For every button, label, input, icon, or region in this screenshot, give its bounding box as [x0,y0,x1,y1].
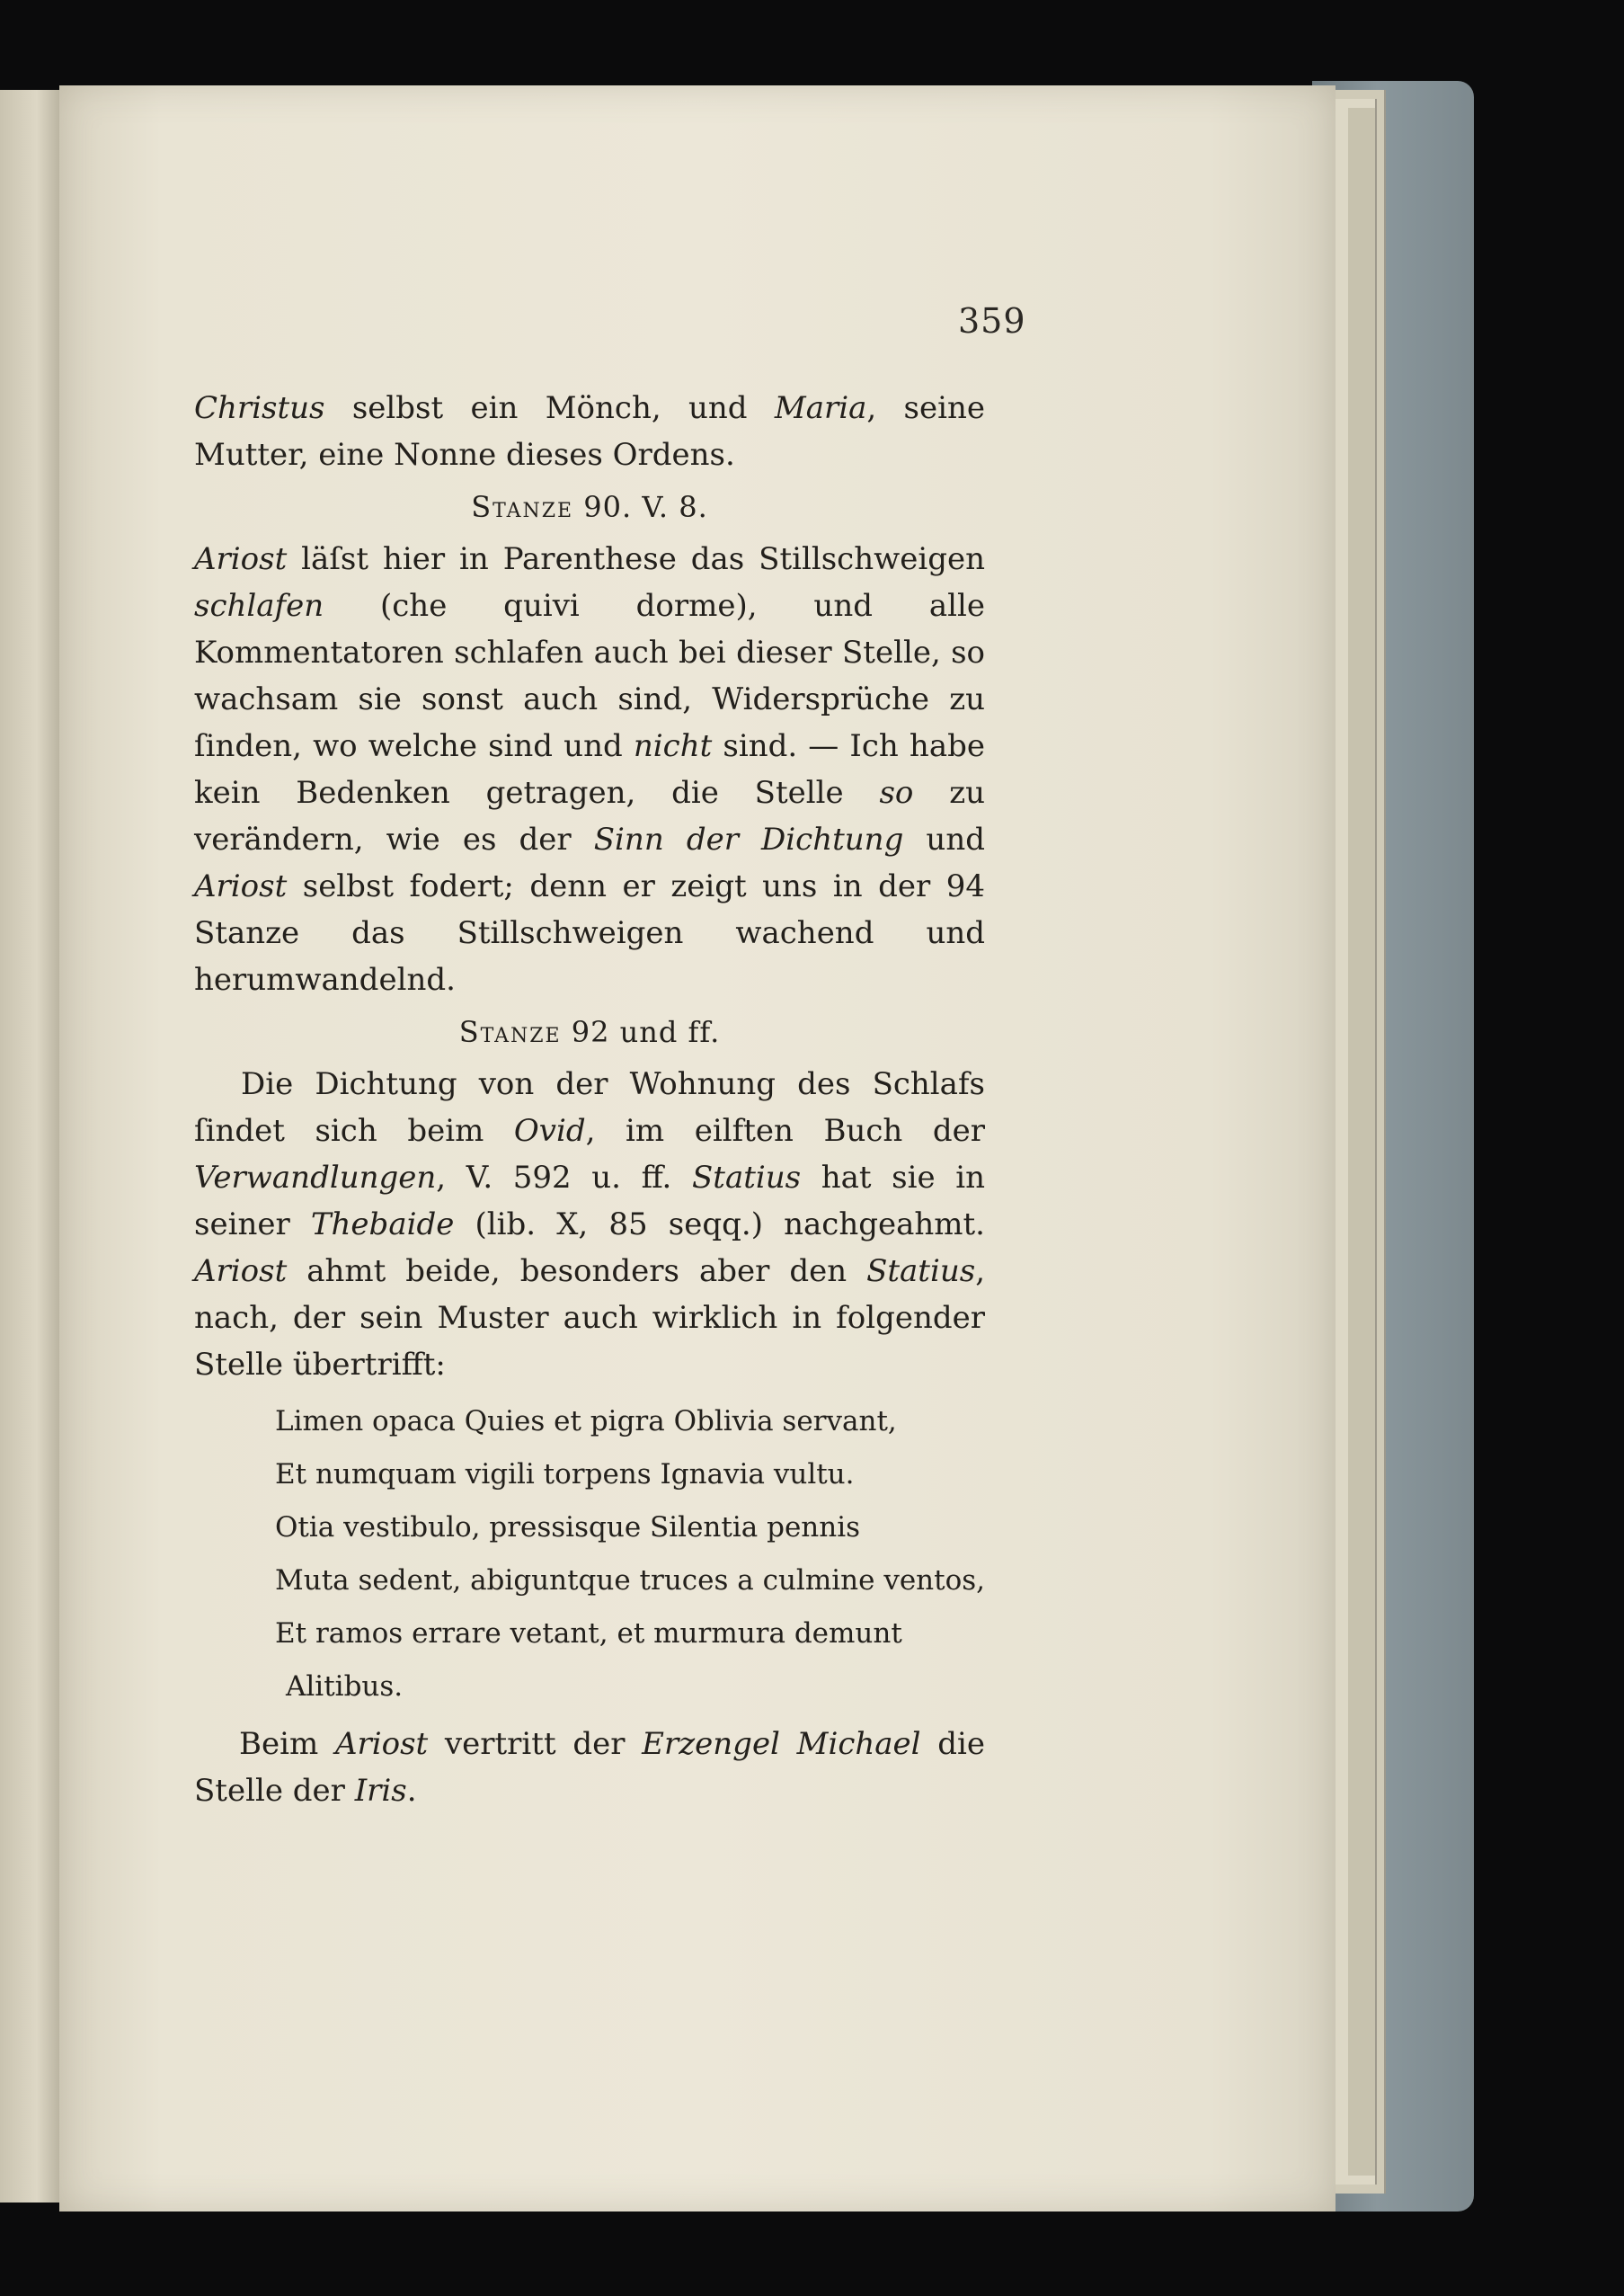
paragraph-1: Christus selbst ein Mönch, und Maria, seine Mutter, eine Nonne dieses Ordens. [194,390,985,473]
italic-term: Christus [194,390,325,426]
italic-term: Maria [774,390,867,426]
section-heading-stanze-90: Stanze 90. V. 8. [471,490,708,524]
page-text [194,385,985,1814]
paragraph-4: Beim Ariost vertritt der Erzengel Michael die Stelle der Iris. [194,1726,986,1809]
verse-line: Limen opaca Quies et pigra Oblivia servant, [275,1405,897,1437]
verse-line: Et numquam vigili torpens Ignavia vultu. [275,1458,855,1491]
paragraph-2: Ariost läſst hier in Parenthese das Stillschweigen schlafen (che quivi dorme), und alle Kommentatoren schlafen auch bei dieser Stelle, so wachsam sie sonst auch sind, Widersprüche zu ſinden, wo welche sind und nicht sind. — Ich habe kein Bedenken getragen, die Stelle so zu verändern, wie es der Sinn der Dichtung und Ariost selbst fodert; denn er zeigt uns in der 94 Stanze das Stillschweigen wachend und herumwandelnd. [194,541,985,998]
verse-line: Et ramos errare vetant, et murmura demunt [275,1617,902,1650]
facing-page-edge [0,90,64,2203]
latin-verse-quote [275,1395,985,1713]
verse-line: Muta sedent, abiguntque truces a culmine ventos, [275,1564,986,1597]
section-heading-stanze-92: Stanze 92 und ff. [458,1015,721,1049]
paragraph-3: Die Dichtung von der Wohnung des Schlafs ſindet sich beim Ovid, im eilften Buch der Verwandlungen, V. 592 u. ff. Statius hat sie in seiner Thebaide (lib. X, 85 seqq.) nachgeahmt. Ariost ahmt beide, besonders aber den Statius, nach, der sein Muster auch wirklich in folgender Stelle übertrifft: [194,1066,986,1383]
verse-line: Alitibus. [286,1670,404,1703]
page-number: 359 [958,301,1026,341]
page-edges-innermost [1348,108,1377,2176]
verse-line: Otia vestibulo, pressisque Silentia pennis [275,1511,861,1544]
